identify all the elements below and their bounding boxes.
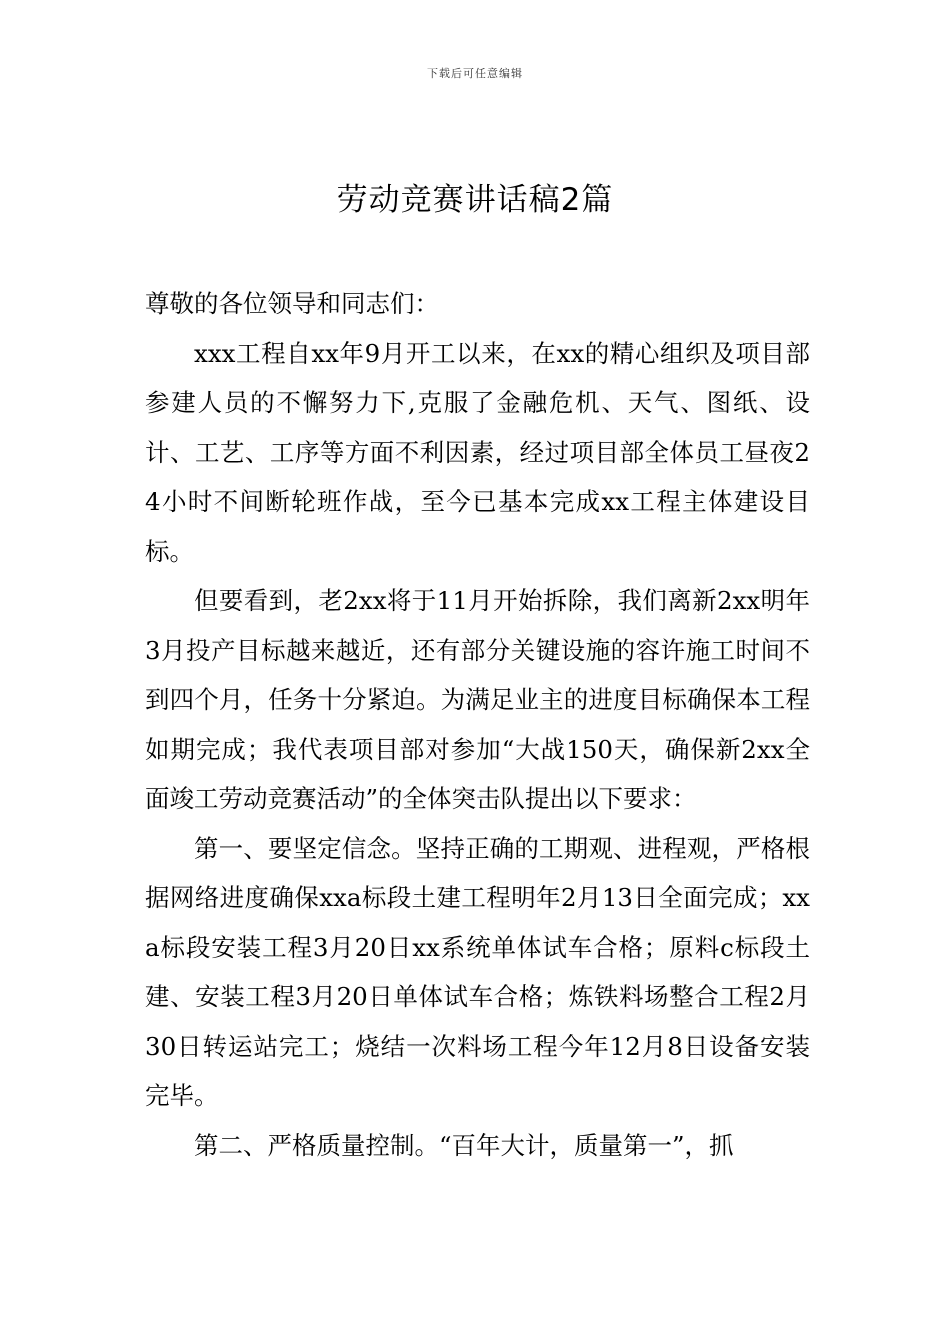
header-note: 下载后可任意编辑	[427, 67, 523, 80]
document-title: 劳动竞赛讲话稿2篇	[336, 182, 614, 218]
paragraph-4: 第二、严格质量控制。“百年大计，质量第一”，抓	[194, 1130, 734, 1160]
greeting: 尊敬的各位领导和同志们：	[145, 289, 439, 318]
document-body	[145, 279, 810, 1170]
paragraph-3: 第一、要坚定信念。坚持正确的工期观、进程观，严格根据网络进度确保xxa标段土建工程明年2月13日全面完成；xxa标段安装工程3月20日xx系统单体试车合格；原料c标段土建、安装工程3月20日单体试车合格；炼铁料场整合工程2月30日转运站完工；烧结一次料场工程今年12月8日设备安装完毕。	[145, 833, 810, 1110]
paragraph-1: xxx工程自xx年9月开工以来，在xx的精心组织及项目部参建人员的不懈努力下,克服了金融危机、天气、图纸、设计、工艺、工序等方面不利因素，经过项目部全体员工昼夜24小时不间断轮班作战，至今已基本完成xx工程主体建设目标。	[145, 338, 810, 566]
paragraph-2: 但要看到，老2xx将于11月开始拆除，我们离新2xx明年3月投产目标越来越近，还有部分关键设施的容许施工时间不到四个月，任务十分紧迫。为满足业主的进度目标确保本工程如期完成；我代表项目部对参加“大战150天，确保新2xx全面竣工劳动竞赛活动”的全体突击队提出以下要求：	[145, 586, 810, 813]
